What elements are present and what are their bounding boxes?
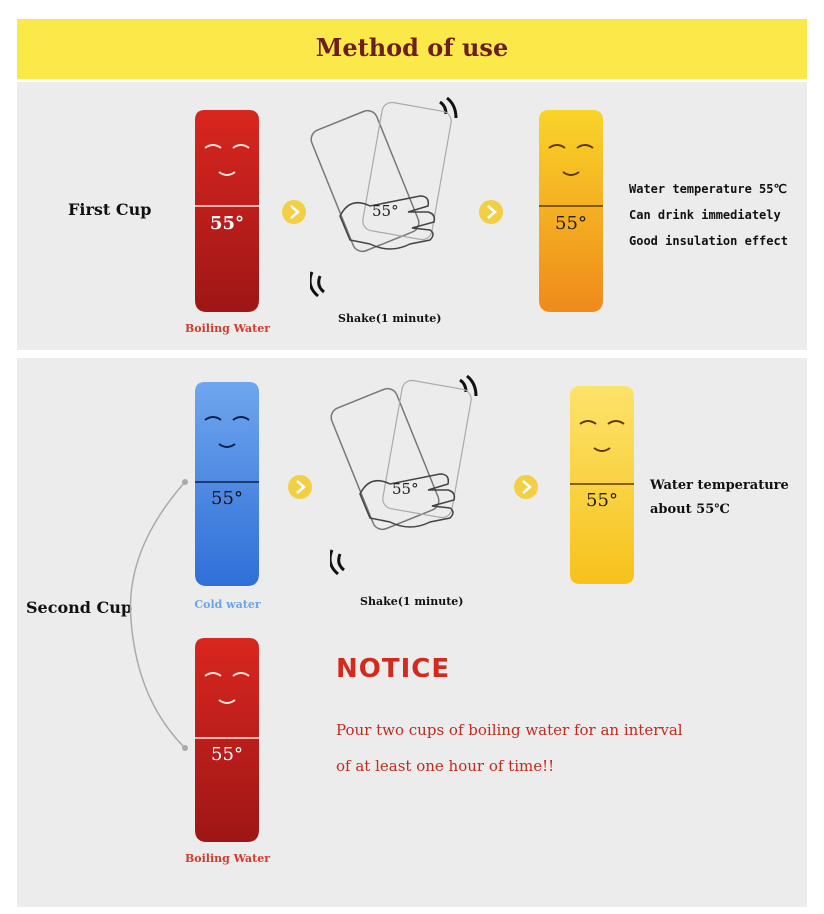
arrow-right-icon (513, 474, 539, 500)
cup-temperature: 55° (555, 213, 587, 234)
header-banner (17, 19, 807, 79)
arrow-right-icon (287, 474, 313, 500)
first-cup-result (629, 176, 788, 254)
hand-cup-temperature: 55° (372, 202, 399, 220)
page-title: Method of use (315, 33, 509, 62)
boiling-water-cup-icon (191, 638, 263, 844)
result-line: Can drink immediately (629, 208, 781, 222)
second-cup-result (650, 474, 789, 522)
shaking-hand-icon (330, 374, 490, 584)
result-line: Water temperature (650, 478, 789, 493)
first-cup-label: First Cup (68, 200, 152, 219)
arrow-right-icon (281, 199, 307, 225)
notice-line: of at least one hour of time!! (336, 757, 555, 775)
hand-cup-temperature: 55° (392, 480, 419, 498)
shaking-hand-icon (310, 96, 470, 306)
result-line: Good insulation effect (629, 234, 788, 248)
cold-water-caption: Cold water (194, 598, 261, 611)
notice-text (336, 712, 683, 784)
notice-line: Pour two cups of boiling water for an interval (336, 721, 683, 739)
cold-water-cup-icon (191, 382, 263, 588)
boiling-water-cup-icon (191, 110, 263, 314)
boiling-water-caption: Boiling Water (184, 852, 271, 865)
result-line: Water temperature 55℃ (629, 182, 787, 196)
second-cup-label: Second Cup (26, 598, 133, 617)
cup-temperature: 55° (586, 490, 618, 511)
cup-temperature: 55° (211, 488, 243, 509)
shake-caption: Shake(1 minute) (360, 595, 464, 608)
warm-water-cup-icon (535, 110, 607, 314)
warm-water-cup-icon (566, 386, 638, 586)
result-line: about 55℃ (650, 502, 730, 517)
notice-title: NOTICE (336, 654, 451, 684)
arrow-right-icon (478, 199, 504, 225)
shake-caption: Shake(1 minute) (338, 312, 442, 325)
cup-temperature: 55° (209, 213, 245, 234)
boiling-water-caption: Boiling Water (184, 322, 271, 335)
cup-temperature: 55° (211, 744, 243, 765)
